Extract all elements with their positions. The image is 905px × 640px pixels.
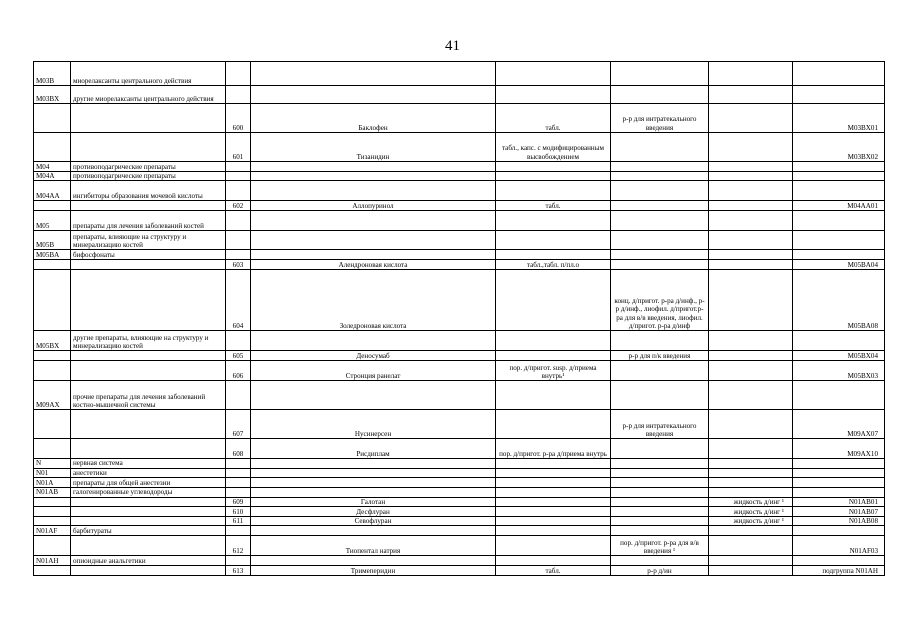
atc-code-cell: M09AX07 — [793, 410, 885, 439]
dosage-form-3-cell — [709, 231, 793, 250]
dosage-form-2-cell — [611, 260, 709, 270]
table-row — [34, 62, 885, 86]
number-cell: 603 — [226, 260, 251, 270]
table-row — [34, 497, 885, 506]
dosage-form-cell — [496, 517, 611, 526]
code-cell: N01A — [34, 478, 71, 488]
number-cell — [226, 211, 251, 231]
atc-code-cell — [793, 211, 885, 231]
table-row — [34, 381, 885, 410]
atc-code-cell: M03BX01 — [793, 104, 885, 133]
table-row — [34, 517, 885, 526]
dosage-form-2-cell — [611, 201, 709, 211]
dosage-form-cell — [496, 211, 611, 231]
number-cell — [226, 62, 251, 86]
number-cell: 604 — [226, 270, 251, 331]
dosage-form-cell: пор. д/пригот. susp. д/приема внутрь¹ — [496, 361, 611, 381]
atc-code-cell — [793, 556, 885, 566]
number-cell: 609 — [226, 497, 251, 506]
dosage-form-2-cell — [611, 62, 709, 86]
dosage-form-3-cell — [709, 526, 793, 536]
number-cell — [226, 250, 251, 260]
table-row — [34, 104, 885, 133]
atc-code-cell — [793, 381, 885, 410]
dosage-form-2-cell: р-р д/ин — [611, 566, 709, 576]
table-row — [34, 566, 885, 576]
description-cell — [71, 507, 226, 517]
number-cell — [226, 172, 251, 181]
drug-name-cell — [251, 468, 496, 477]
description-cell: анестетики — [71, 468, 226, 477]
code-cell — [34, 439, 71, 459]
description-cell: препараты, влияющие на структуру и минерализацию костей — [71, 231, 226, 250]
number-cell — [226, 181, 251, 201]
code-cell: M03BX — [34, 86, 71, 104]
drug-name-cell — [251, 231, 496, 250]
code-cell — [34, 497, 71, 506]
dosage-form-cell — [496, 351, 611, 361]
dosage-form-cell — [496, 331, 611, 351]
atc-code-cell — [793, 459, 885, 468]
description-cell — [71, 361, 226, 381]
drug-name-cell: Баклофен — [251, 104, 496, 133]
dosage-form-3-cell — [709, 181, 793, 201]
code-cell — [34, 133, 71, 162]
dosage-form-2-cell — [611, 181, 709, 201]
code-cell: M05B — [34, 231, 71, 250]
code-cell: M04A — [34, 172, 71, 181]
dosage-form-2-cell — [611, 211, 709, 231]
description-cell: противоподагрические препараты — [71, 172, 226, 181]
code-cell — [34, 566, 71, 576]
dosage-form-cell — [496, 478, 611, 488]
code-cell — [34, 351, 71, 361]
dosage-form-cell — [496, 410, 611, 439]
table-row — [34, 260, 885, 270]
description-cell: другие препараты, влияющие на структуру и минерализацию костей — [71, 331, 226, 351]
table-row — [34, 331, 885, 351]
atc-code-cell: M03BX02 — [793, 133, 885, 162]
table-row — [34, 488, 885, 497]
number-cell: 610 — [226, 507, 251, 517]
dosage-form-cell — [496, 86, 611, 104]
drug-name-cell: Рисдиплам — [251, 439, 496, 459]
dosage-form-3-cell — [709, 270, 793, 331]
atc-code-cell — [793, 331, 885, 351]
code-cell: N01AB — [34, 488, 71, 497]
table-row — [34, 536, 885, 556]
dosage-form-cell — [496, 231, 611, 250]
drug-name-cell: Галотан — [251, 497, 496, 506]
drug-name-cell: Аллопуринол — [251, 201, 496, 211]
code-cell: M03B — [34, 62, 71, 86]
dosage-form-3-cell — [709, 331, 793, 351]
drug-name-cell: Тизанидин — [251, 133, 496, 162]
drug-name-cell — [251, 172, 496, 181]
dosage-form-2-cell — [611, 162, 709, 172]
table-row — [34, 250, 885, 260]
description-cell — [71, 260, 226, 270]
description-cell: опиоидные анальгетики — [71, 556, 226, 566]
dosage-form-3-cell — [709, 459, 793, 468]
dosage-form-3-cell — [709, 410, 793, 439]
drug-name-cell — [251, 62, 496, 86]
dosage-form-2-cell — [611, 172, 709, 181]
table-row — [34, 410, 885, 439]
dosage-form-cell — [496, 270, 611, 331]
table-row — [34, 133, 885, 162]
atc-code-cell: M09AX10 — [793, 439, 885, 459]
dosage-form-3-cell — [709, 351, 793, 361]
dosage-form-cell — [496, 459, 611, 468]
code-cell — [34, 201, 71, 211]
code-cell — [34, 410, 71, 439]
dosage-form-2-cell — [611, 250, 709, 260]
description-cell — [71, 497, 226, 506]
table-row — [34, 439, 885, 459]
drug-name-cell — [251, 478, 496, 488]
number-cell: 606 — [226, 361, 251, 381]
dosage-form-3-cell: жидкость д/инг ¹ — [709, 507, 793, 517]
code-cell — [34, 270, 71, 331]
atc-code-cell — [793, 231, 885, 250]
atc-code-cell: M04AA01 — [793, 201, 885, 211]
drug-name-cell: Золедроновая кислота — [251, 270, 496, 331]
table-row — [34, 507, 885, 517]
description-cell: барбитураты — [71, 526, 226, 536]
dosage-form-2-cell: р-р для интратекального введения — [611, 104, 709, 133]
dosage-form-cell — [496, 250, 611, 260]
number-cell: 612 — [226, 536, 251, 556]
drug-name-cell: Десфлуран — [251, 507, 496, 517]
dosage-form-3-cell — [709, 133, 793, 162]
code-cell — [34, 517, 71, 526]
atc-code-cell — [793, 172, 885, 181]
dosage-form-3-cell — [709, 361, 793, 381]
number-cell — [226, 381, 251, 410]
drug-name-cell — [251, 459, 496, 468]
dosage-form-cell: табл. — [496, 566, 611, 576]
table-row — [34, 172, 885, 181]
drug-name-cell: Тримеперидин — [251, 566, 496, 576]
dosage-form-2-cell — [611, 468, 709, 477]
dosage-form-3-cell — [709, 86, 793, 104]
dosage-form-2-cell — [611, 86, 709, 104]
atc-code-cell — [793, 86, 885, 104]
dosage-form-cell — [496, 526, 611, 536]
drug-name-cell: Стронция ранелат — [251, 361, 496, 381]
dosage-form-3-cell — [709, 439, 793, 459]
dosage-form-3-cell — [709, 211, 793, 231]
description-cell — [71, 133, 226, 162]
dosage-form-3-cell — [709, 488, 793, 497]
dosage-form-2-cell: р-р для интратекального введения — [611, 410, 709, 439]
number-cell: 611 — [226, 517, 251, 526]
drug-name-cell — [251, 181, 496, 201]
dosage-form-cell: табл., капс. с модифицированным высвобождением — [496, 133, 611, 162]
dosage-form-3-cell — [709, 381, 793, 410]
drug-name-cell — [251, 331, 496, 351]
drug-name-cell — [251, 211, 496, 231]
table-row — [34, 478, 885, 488]
dosage-form-cell — [496, 556, 611, 566]
dosage-form-2-cell — [611, 361, 709, 381]
number-cell: 608 — [226, 439, 251, 459]
atc-code-cell: подгруппа N01AH — [793, 566, 885, 576]
code-cell — [34, 536, 71, 556]
number-cell: 613 — [226, 566, 251, 576]
number-cell: 602 — [226, 201, 251, 211]
description-cell: противоподагрические препараты — [71, 162, 226, 172]
code-cell: M05 — [34, 211, 71, 231]
dosage-form-3-cell — [709, 250, 793, 260]
dosage-form-2-cell — [611, 507, 709, 517]
number-cell: 601 — [226, 133, 251, 162]
table-row — [34, 459, 885, 468]
dosage-form-cell — [496, 62, 611, 86]
number-cell — [226, 556, 251, 566]
description-cell — [71, 517, 226, 526]
dosage-form-2-cell — [611, 478, 709, 488]
number-cell: 607 — [226, 410, 251, 439]
atc-code-cell: M05BX04 — [793, 351, 885, 361]
description-cell: прочие препараты для лечения заболеваний костно-мышечной системы — [71, 381, 226, 410]
drug-name-cell: Алендроновая кислота — [251, 260, 496, 270]
table-row — [34, 86, 885, 104]
number-cell — [226, 331, 251, 351]
dosage-form-2-cell — [611, 488, 709, 497]
dosage-form-3-cell — [709, 104, 793, 133]
description-cell — [71, 439, 226, 459]
page-number: 41 — [445, 38, 460, 54]
code-cell — [34, 361, 71, 381]
dosage-form-2-cell — [611, 439, 709, 459]
dosage-form-cell: табл.,табл. п/пл.о — [496, 260, 611, 270]
dosage-form-3-cell: жидкость д/инг ¹ — [709, 497, 793, 506]
atc-code-cell — [793, 488, 885, 497]
dosage-form-2-cell — [611, 133, 709, 162]
code-cell: M05BA — [34, 250, 71, 260]
atc-code-cell: N01AB01 — [793, 497, 885, 506]
description-cell: препараты для лечения заболеваний костей — [71, 211, 226, 231]
number-cell — [226, 162, 251, 172]
drug-name-cell — [251, 162, 496, 172]
drug-name-cell: Севофлуран — [251, 517, 496, 526]
dosage-form-cell: пор. д/пригот. р-ра д/приема внутрь — [496, 439, 611, 459]
dosage-form-3-cell — [709, 566, 793, 576]
dosage-form-cell — [496, 172, 611, 181]
table-row — [34, 556, 885, 566]
dosage-form-2-cell — [611, 497, 709, 506]
dosage-form-3-cell — [709, 556, 793, 566]
description-cell — [71, 104, 226, 133]
atc-code-cell — [793, 468, 885, 477]
dosage-form-2-cell: конц. д/пригот. р-ра д/инф., р-р д/инф., лиофил. д/пригот.р-ра для в/в введения, лиофил. д/пригот. р-ра д/инф — [611, 270, 709, 331]
dosage-form-cell — [496, 536, 611, 556]
dosage-form-3-cell: жидкость д/инг ¹ — [709, 517, 793, 526]
table-row — [34, 270, 885, 331]
code-cell: M05BX — [34, 331, 71, 351]
drug-name-cell — [251, 86, 496, 104]
medication-table — [33, 61, 885, 576]
dosage-form-2-cell — [611, 331, 709, 351]
dosage-form-2-cell — [611, 526, 709, 536]
drug-name-cell: Тиопентал натрия — [251, 536, 496, 556]
table-row — [34, 211, 885, 231]
dosage-form-cell — [496, 488, 611, 497]
number-cell — [226, 86, 251, 104]
table-row — [34, 201, 885, 211]
description-cell: бифосфонаты — [71, 250, 226, 260]
atc-code-cell: N01AB07 — [793, 507, 885, 517]
dosage-form-cell: табл. — [496, 104, 611, 133]
number-cell — [226, 478, 251, 488]
dosage-form-cell — [496, 381, 611, 410]
dosage-form-3-cell — [709, 162, 793, 172]
atc-code-cell: M05BX03 — [793, 361, 885, 381]
table-row — [34, 526, 885, 536]
drug-name-cell — [251, 381, 496, 410]
description-cell: другие миорелаксанты центрального действия — [71, 86, 226, 104]
dosage-form-cell — [496, 181, 611, 201]
table-row — [34, 162, 885, 172]
atc-code-cell — [793, 478, 885, 488]
dosage-form-cell — [496, 468, 611, 477]
code-cell — [34, 104, 71, 133]
dosage-form-cell — [496, 497, 611, 506]
code-cell: N — [34, 459, 71, 468]
dosage-form-3-cell — [709, 536, 793, 556]
dosage-form-3-cell — [709, 478, 793, 488]
table-row — [34, 361, 885, 381]
atc-code-cell — [793, 62, 885, 86]
code-cell: M09AX — [34, 381, 71, 410]
dosage-form-2-cell — [611, 381, 709, 410]
dosage-form-cell — [496, 507, 611, 517]
description-cell — [71, 201, 226, 211]
number-cell: 600 — [226, 104, 251, 133]
number-cell — [226, 231, 251, 250]
number-cell — [226, 526, 251, 536]
drug-name-cell: Нусинерсен — [251, 410, 496, 439]
description-cell: нервная система — [71, 459, 226, 468]
drug-name-cell — [251, 488, 496, 497]
atc-code-cell: N01AF03 — [793, 536, 885, 556]
description-cell — [71, 410, 226, 439]
atc-code-cell: N01AB08 — [793, 517, 885, 526]
dosage-form-2-cell — [611, 459, 709, 468]
dosage-form-3-cell — [709, 468, 793, 477]
code-cell: N01AF — [34, 526, 71, 536]
dosage-form-2-cell: р-р для п/к введения — [611, 351, 709, 361]
drug-name-cell — [251, 526, 496, 536]
dosage-form-3-cell — [709, 201, 793, 211]
description-cell: ингибиторы образования мочевой кислоты — [71, 181, 226, 201]
table-row — [34, 181, 885, 201]
dosage-form-2-cell: пор. д/пригот. р-ра для в/в введения ¹ — [611, 536, 709, 556]
dosage-form-2-cell — [611, 556, 709, 566]
code-cell — [34, 260, 71, 270]
dosage-form-2-cell — [611, 231, 709, 250]
atc-code-cell — [793, 250, 885, 260]
dosage-form-cell — [496, 162, 611, 172]
table-row — [34, 351, 885, 361]
code-cell: N01 — [34, 468, 71, 477]
dosage-form-3-cell — [709, 260, 793, 270]
number-cell — [226, 488, 251, 497]
atc-code-cell: M05BA08 — [793, 270, 885, 331]
table-row — [34, 231, 885, 250]
atc-code-cell — [793, 162, 885, 172]
dosage-form-2-cell — [611, 517, 709, 526]
description-cell: галогенированные углеводороды — [71, 488, 226, 497]
number-cell — [226, 459, 251, 468]
table-row — [34, 468, 885, 477]
dosage-form-cell: табл. — [496, 201, 611, 211]
drug-name-cell — [251, 556, 496, 566]
description-cell: миорелаксанты центрального действия — [71, 62, 226, 86]
description-cell — [71, 351, 226, 361]
dosage-form-3-cell — [709, 62, 793, 86]
code-cell — [34, 507, 71, 517]
description-cell — [71, 566, 226, 576]
drug-name-cell — [251, 250, 496, 260]
drug-name-cell: Деносумаб — [251, 351, 496, 361]
number-cell — [226, 468, 251, 477]
description-cell — [71, 270, 226, 331]
description-cell: препараты для общей анестезии — [71, 478, 226, 488]
code-cell: M04 — [34, 162, 71, 172]
atc-code-cell: M05BA04 — [793, 260, 885, 270]
dosage-form-3-cell — [709, 172, 793, 181]
table-body — [34, 62, 885, 576]
code-cell: N01AH — [34, 556, 71, 566]
atc-code-cell — [793, 181, 885, 201]
number-cell: 605 — [226, 351, 251, 361]
code-cell: M04AA — [34, 181, 71, 201]
description-cell — [71, 536, 226, 556]
atc-code-cell — [793, 526, 885, 536]
